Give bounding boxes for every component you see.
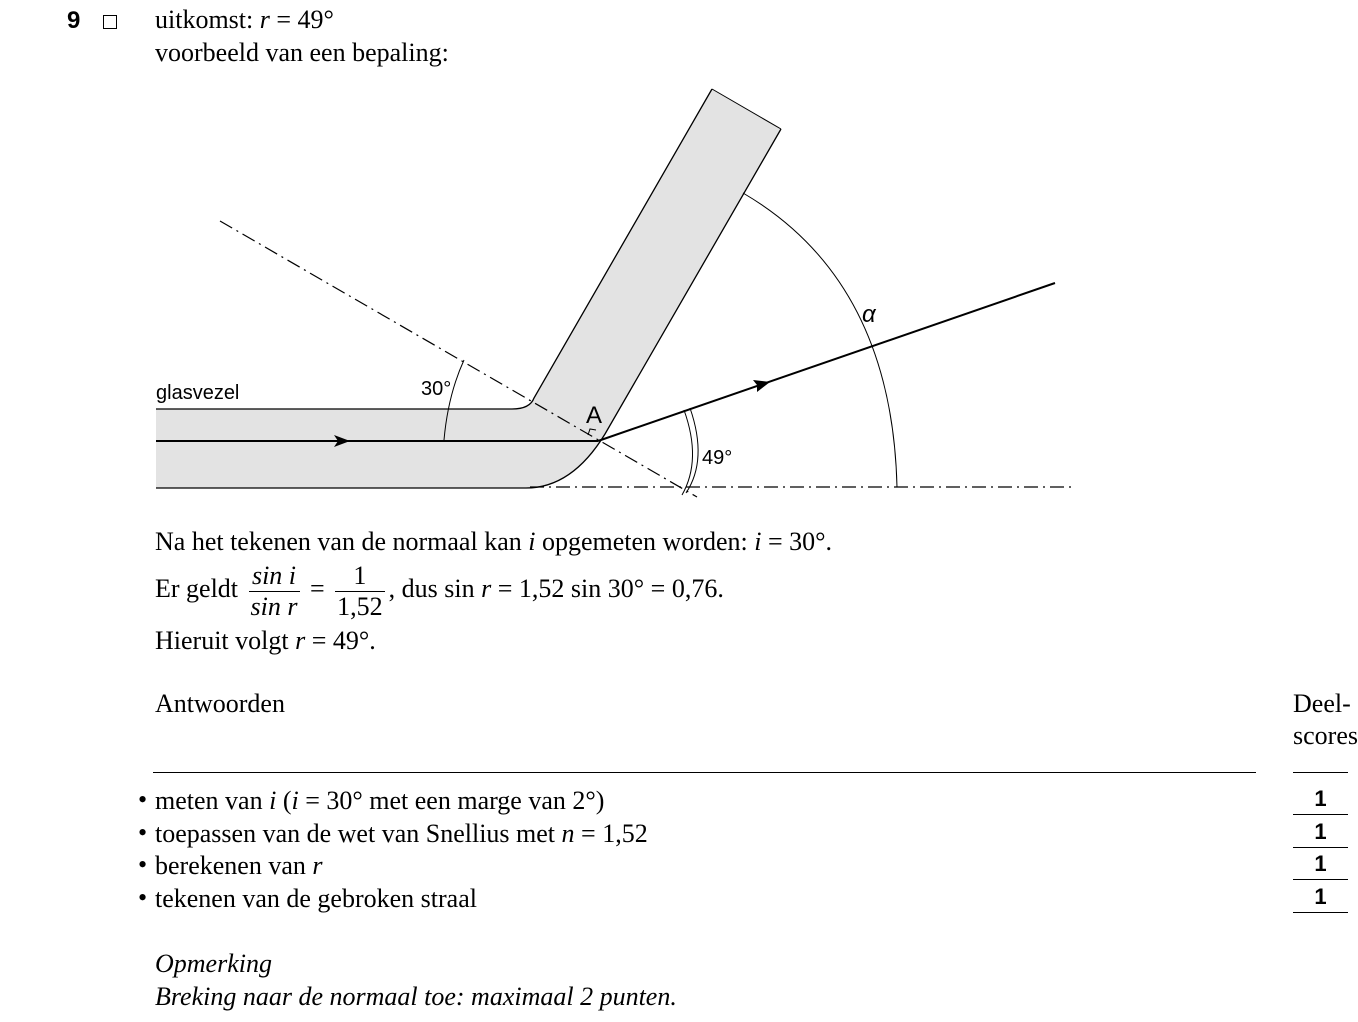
score-heading-2: scores (1293, 721, 1358, 750)
criterion-bullet: • (138, 882, 148, 912)
point-a-label: A (586, 402, 603, 429)
angle-alpha-arc (743, 193, 897, 487)
answers-heading: Antwoorden (155, 689, 285, 718)
criterion-bullet: • (138, 817, 148, 847)
criterion-score: 1 (1293, 882, 1348, 913)
criterion-score: 1 (1293, 849, 1348, 880)
outcome-label: uitkomst: (155, 5, 254, 34)
outcome-value: = 49° (276, 5, 334, 34)
explanation-line-2: Er geldt $\frac{\text{sin i}}{\text{sin r}}$ = $\frac{1}{1,52}$ , dus sin r = 1,52 sin 30° = 0,76. (155, 560, 724, 621)
score-heading-1: Deel- (1293, 689, 1351, 718)
remark-text: Breking naar de normaal toe: maximaal 2 punten. (155, 982, 677, 1011)
answers-divider (153, 772, 1256, 773)
alpha-label: α (862, 301, 876, 328)
score-divider (1293, 772, 1348, 773)
angle-i-label: 30° (421, 378, 452, 400)
fraction-sin-ratio: $\frac{\text{sin i}}{\text{sin r}}$ (250, 560, 298, 621)
glasvezel-label: glasvezel (156, 382, 240, 404)
outcome-variable: r (259, 5, 270, 34)
fraction-index: $\frac{1}{1,52}$ (337, 560, 383, 621)
explanation-line-3: Hieruit volgt r = 49°. (155, 626, 376, 655)
remark-title: Opmerking (155, 949, 272, 978)
criterion-score: 1 (1293, 784, 1348, 815)
angle-r-label: 49° (702, 447, 733, 469)
criterion-bullet: • (138, 850, 148, 879)
criterion-bullet: • (138, 785, 148, 814)
criterion-text: toepassen van de wet van Snellius met n = 1,52 (155, 818, 648, 848)
question-number: 9 (67, 7, 81, 34)
criterion-text: meten van i (i = 30° met een marge van 2°) (155, 786, 605, 815)
example-label: voorbeeld van een bepaling: (155, 38, 449, 67)
explanation-line-1: Na het tekenen van de normaal kan i opgemeten worden: i = 30°. (155, 527, 833, 556)
criterion-score: 1 (1293, 817, 1348, 848)
fiber-body (156, 89, 781, 488)
criterion-text: tekenen van de gebroken straal (155, 883, 477, 913)
criterion-text: berekenen van r (155, 851, 323, 880)
angle-r-arc-1 (682, 410, 693, 495)
